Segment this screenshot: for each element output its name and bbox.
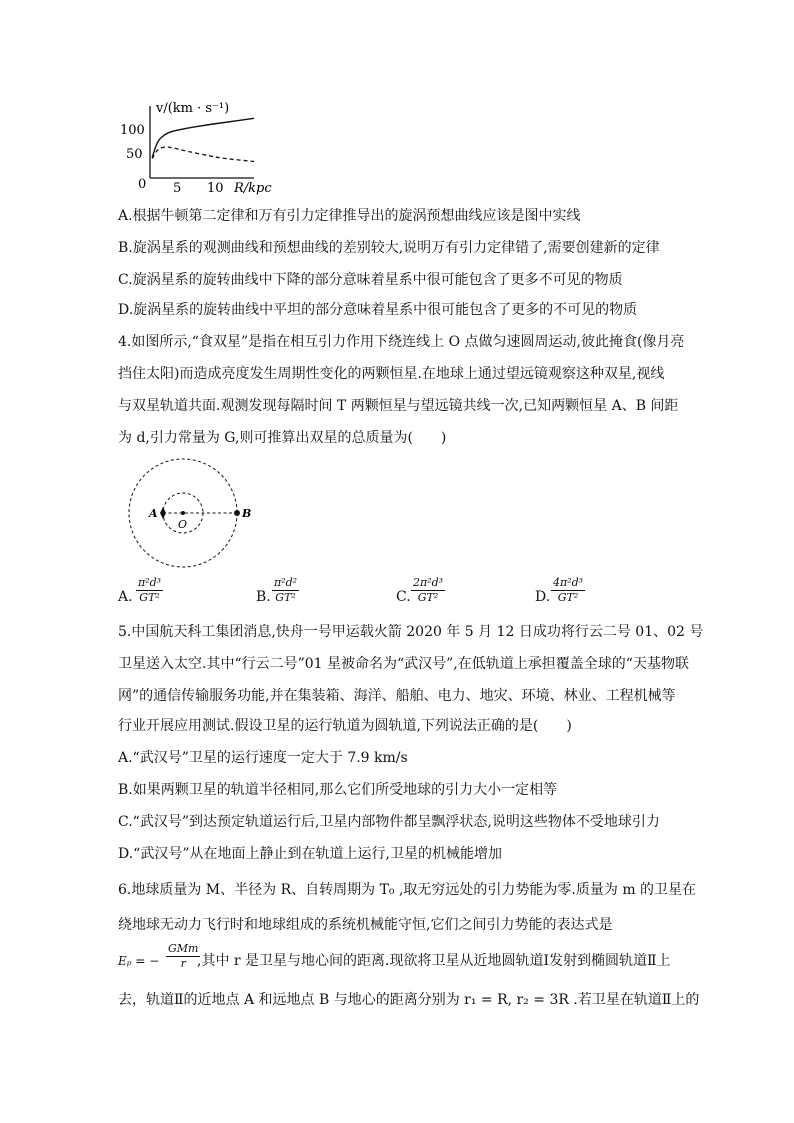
chart-ylabel: v/(km · s⁻¹): [156, 101, 230, 116]
q6-ep-numerator: GMm: [168, 942, 199, 955]
q6-text-line-2: 绕地球无动力飞行时和地球组成的系统机械能守恒,它们之间引力势能的表达式是: [118, 917, 613, 933]
origin-label: 0: [138, 177, 147, 192]
q5-text-line-3: 网”的通信传输服务功能,并在集装箱、海洋、船舶、电力、地灾、环境、林业、工程机械等: [118, 688, 676, 704]
q5-text-line-2: 卫星送入太空.其中“行云二号”01 星被命名为“武汉号”,在低轨道上承担覆盖全球的“天基物联: [118, 656, 689, 672]
q4-option-a-fraction: [136, 576, 163, 605]
q3-option-c: C.旋涡星系的旋转曲线中下降的部分意味着星系中很可能包含了更多不可见的物质: [118, 272, 623, 288]
q5-option-b: B.如果两颗卫星的轨道半径相同,那么它们所受地球的引力大小一定相等: [118, 782, 558, 798]
q4-option-d-label: D.: [535, 589, 551, 605]
q6-ep-denominator: r: [180, 957, 186, 970]
q4-option-d-denominator: GT²: [557, 591, 579, 604]
q6-ep-lhs: Eₚ = −: [118, 954, 160, 968]
q5-option-a: A.“武汉号”卫星的运行速度一定大于 7.9 km/s: [118, 750, 408, 766]
observed-rotation-curve: [152, 118, 254, 157]
q4-option-c-numerator: 2π²d³: [413, 576, 444, 589]
q6-text-line-4: 去，轨道Ⅱ的近地点 A 和远地点 B 与地心的距离分别为 r₁ = R, r₂ = 3R .若卫星在轨道Ⅱ上的: [118, 992, 700, 1008]
q4-option-c-label: C.: [396, 589, 411, 605]
label-o: O: [178, 518, 188, 531]
q4-option-a-numerator: π²d³: [138, 576, 162, 589]
q5-option-c: C.“武汉号”到达预定轨道运行后,卫星内部物件都呈飘浮状态,说明这些物体不受地球引力: [118, 814, 660, 830]
x-tick-label-5: 5: [173, 181, 182, 196]
q4-option-b-numerator: π²d²: [274, 576, 298, 589]
y-tick-label-50: 50: [126, 147, 143, 162]
q3-option-b: B.旋涡星系的观测曲线和预想曲线的差别较大,说明万有引力定律错了,需要创建新的定律: [118, 240, 660, 256]
q5-option-d: D.“武汉号”从在地面上静止到在轨道上运行,卫星的机械能增加: [118, 846, 502, 862]
q4-text-line-1: 4.如图所示,“食双星”是指在相互引力作用下绕连线上 O 点做匀速圆周运动,彼此掩食(像月亮: [118, 334, 685, 350]
star-a: [160, 507, 166, 519]
predicted-rotation-curve: [152, 147, 254, 162]
star-b: [234, 510, 240, 516]
q4-text-line-3: 与双星轨道共面.观测发现每隔时间 T 两颗恒星与望远镜共线一次,已知两颗恒星 A、B 间距: [118, 398, 679, 414]
q4-option-d-fraction: [551, 576, 585, 605]
q4-option-b-fraction: [272, 576, 299, 605]
q4-option-a-label: A.: [118, 589, 133, 605]
q4-option-c-denominator: GT²: [417, 591, 439, 604]
center-o: [181, 511, 185, 515]
q4-option-a-denominator: GT²: [139, 591, 160, 604]
label-a: A: [149, 507, 158, 520]
y-tick-label-100: 100: [120, 123, 145, 138]
binary-star-diagram: [118, 448, 268, 578]
q3-option-a: A.根据牛顿第二定律和万有引力定律推导出的旋涡预想曲线应该是图中实线: [118, 208, 581, 224]
q4-text-line-4: 为 d,引力常量为 G,则可推算出双星的总质量为( ): [118, 430, 447, 446]
q6-text-line-1: 6.地球质量为 M、半径为 R、自转周期为 T₀ ,取无穷远处的引力势能为零.质量为 m 的卫星在: [118, 882, 697, 898]
label-b: B: [242, 507, 252, 520]
q3-option-d: D.旋涡星系的旋转曲线中平坦的部分意味着星系中很可能包含了更多的不可见的物质: [118, 302, 638, 318]
q6-text-line-3: ,其中 r 是卫星与地心间的距离.现欲将卫星从近地圆轨道Ⅰ发射到椭圆轨道Ⅱ上: [197, 953, 671, 969]
q4-option-c-fraction: [411, 576, 445, 605]
q4-text-line-2: 挡住太阳)而造成亮度发生周期性变化的两颗恒星.在地球上通过望远镜观察这种双星,视线: [118, 366, 665, 382]
q4-option-b-label: B.: [256, 589, 271, 605]
q6-ep-fraction: [166, 942, 200, 971]
q5-text-line-4: 行业开展应用测试.假设卫星的运行轨道为圆轨道,下列说法正确的是( ): [118, 718, 572, 734]
q4-option-d-numerator: 4π²d³: [553, 576, 584, 589]
x-tick-label-10: 10: [207, 181, 224, 196]
chart-xlabel: R/kpc: [234, 181, 272, 196]
q4-option-b-denominator: GT²: [275, 591, 296, 604]
q5-text-line-1: 5.中国航天科工集团消息,快舟一号甲运载火箭 2020 年 5 月 12 日成功将行云二号 01、02 号: [118, 624, 704, 640]
rotation-curve-chart: [118, 96, 298, 196]
